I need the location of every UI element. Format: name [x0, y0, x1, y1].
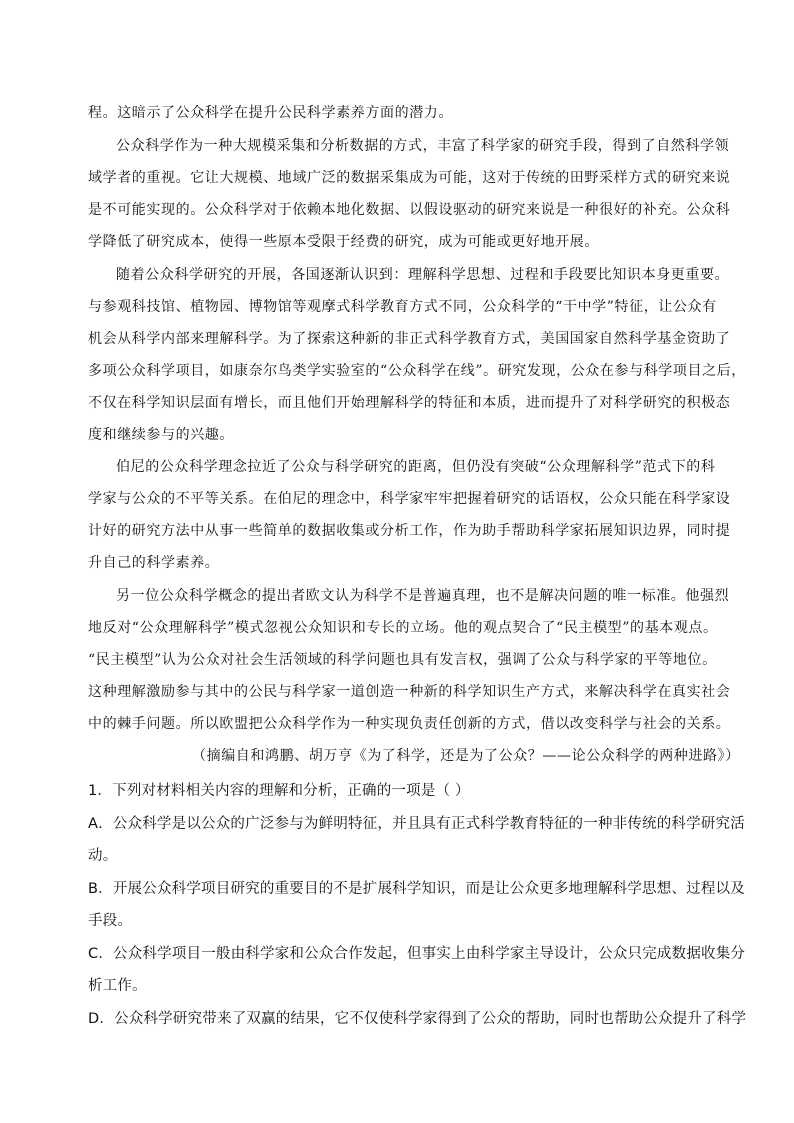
- passage-line: 升自己的科学素养。: [88, 555, 220, 571]
- passage-line: 多项公众科学项目，如康奈尔鸟类学实验室的“公众科学在线”。研究发现，公众在参与科学项目之后，: [88, 363, 746, 379]
- passage-line: 公众科学作为一种大规模采集和分析数据的方式，丰富了科学家的研究手段，得到了自然科学领: [116, 138, 730, 154]
- option-d-line: D．公众科学研究带来了双赢的结果，它不仅使科学家得到了公众的帮助，同时也帮助公众提升了科学: [88, 1011, 747, 1027]
- passage-line: 域学者的重视。它让大规模、地域广泛的数据采集成为可能，这对于传统的田野采样方式的研究来说: [88, 170, 731, 186]
- option-c-line: 析工作。: [88, 978, 147, 994]
- passage-line: “民主模型”认为公众对社会生活领域的科学问题也具有发言权，强调了公众与科学家的平等地位。: [88, 652, 717, 668]
- passage-line: 度和继续参与的兴趣。: [88, 427, 234, 443]
- option-a-line: 动。: [88, 848, 118, 864]
- passage-line: 随着公众科学研究的开展，各国逐渐认识到：理解科学思想、过程和手段要比知识本身更重要。: [116, 267, 730, 283]
- passage-line: 是不可能实现的。公众科学对于依赖本地化数据、以假设驱动的研究来说是一种很好的补充。公众科: [88, 202, 731, 218]
- passage-line: 学降低了研究成本，使得一些原本受限于经费的研究，成为可能或更好地开展。: [88, 234, 599, 250]
- option-c-line: C．公众科学项目一般由科学家和公众合作发起，但事实上由科学家主导设计，公众只完成数据收集分: [88, 946, 746, 962]
- source-citation: （摘编自和鸿鹏、胡万亨《为了科学，还是为了公众？——论公众科学的两种进路》）: [192, 748, 740, 764]
- passage-line: 这种理解激励参与其中的公民与科学家一道创造一种新的科学知识生产方式，来解决科学在真实社会: [88, 684, 731, 700]
- question-stem: 1．下列对材料相关内容的理解和分析，正确的一项是（ ）: [88, 783, 470, 799]
- option-b-line: 手段。: [88, 913, 133, 929]
- passage-line: 不仅在科学知识层面有增长，而且他们开始理解科学的特征和本质，进而提升了对科学研究的积极态: [88, 395, 731, 411]
- passage-line: 中的棘手问题。所以欧盟把公众科学作为一种实现负责任创新的方式，借以改变科学与社会的关系。: [88, 716, 731, 732]
- option-a-line: A．公众科学是以公众的广泛参与为鲜明特征，并且具有正式科学教育特征的一种非传统的科学研究活: [88, 816, 745, 832]
- passage-line: 与参观科技馆、植物园、博物馆等观摩式科学教育方式不同，公众科学的“干中学”特征，让公众有: [88, 299, 717, 315]
- passage-line: 学家与公众的不平等关系。在伯尼的理念中，科学家牢牢把握着研究的话语权，公众只能在科学家设: [88, 491, 731, 507]
- passage-line: 机会从科学内部来理解科学。为了探索这种新的非正式科学教育方式，美国国家自然科学基金资助了: [88, 331, 731, 347]
- passage-line: 计好的研究方法中从事一些简单的数据收集或分析工作，作为助手帮助科学家拓展知识边界，同时提: [88, 523, 731, 539]
- option-b-line: B．开展公众科学项目研究的重要目的不是扩展科学知识，而是让公众更多地理解科学思想、过程以及: [88, 881, 745, 897]
- passage-line: 另一位公众科学概念的提出者欧文认为科学不是普遍真理，也不是解决问题的唯一标准。他强烈: [116, 588, 730, 604]
- passage-line: 地反对“公众理解科学”模式忽视公众知识和专长的立场。他的观点契合了“民主模型”的基本观点。: [88, 620, 718, 636]
- passage-line: 伯尼的公众科学理念拉近了公众与科学研究的距离，但仍没有突破“公众理解科学”范式下的科: [116, 459, 716, 475]
- passage-line: 程。这暗示了公众科学在提升公民科学素养方面的潜力。: [88, 105, 453, 121]
